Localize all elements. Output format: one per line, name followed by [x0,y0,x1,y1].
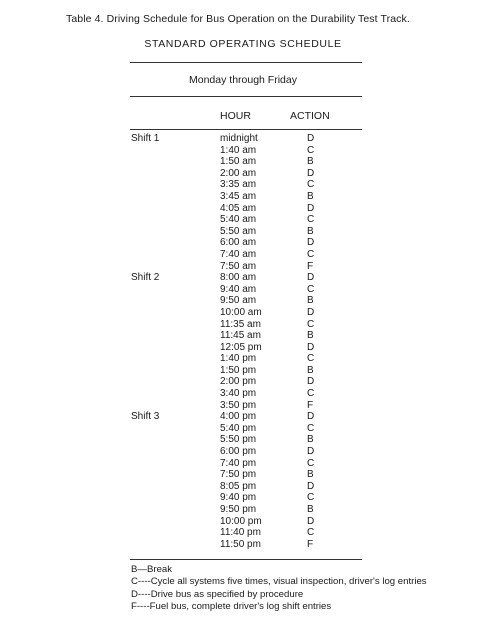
action-cell: C [307,353,315,365]
action-cell: B [307,295,314,307]
action-cell: B [307,434,314,446]
table-row [0,203,486,215]
hour-cell: 10:00 pm [220,515,262,527]
hour-cell: 2:00 pm [220,376,257,388]
action-cell: C [307,144,315,156]
action-cell: F [307,260,314,272]
action-cell: B [307,504,314,515]
action-cell: C [307,283,315,295]
action-cell: C [307,457,315,469]
table-row [0,330,486,342]
action-cell: C [307,388,315,400]
action-cell: C [307,248,315,260]
action-cell: D [307,341,315,353]
action-cell: D [307,167,315,179]
hour-cell: 9:40 am [220,283,257,295]
action-cell: F [307,399,314,411]
hour-cell: 12:05 pm [220,341,262,353]
legend-item: F----Fuel bus, complete driver's log shift entries [131,601,332,613]
rule-under-headers [130,129,362,130]
action-cell: B [307,190,314,202]
hour-cell: 3:45 am [220,190,257,202]
rule-under-days [130,96,362,97]
hour-cell: 9:50 am [220,295,257,307]
table-row [0,516,486,528]
action-cell: D [307,272,315,284]
hour-cell: 5:40 pm [220,422,257,434]
table-title: Table 4. Driving Schedule for Bus Operation on the Durability Test Track. [66,13,410,25]
table-row [0,388,486,400]
table-row [0,492,486,504]
hour-cell: 7:50 am [220,260,257,272]
table-row [0,272,486,284]
table-row [0,295,486,307]
table-row [0,423,486,435]
schedule-table [0,133,486,550]
action-cell: C [307,492,315,504]
action-cell: D [307,133,315,144]
column-header-action: ACTION [290,110,330,122]
hour-cell: 2:00 am [220,167,257,179]
table-row [0,458,486,470]
hour-cell: 6:00 pm [220,446,257,458]
table-row [0,156,486,168]
hour-cell: 1:40 pm [220,353,257,365]
hour-cell: 5:50 pm [220,434,257,446]
hour-cell: 4:05 am [220,202,257,214]
hour-cell: 1:50 am [220,156,257,168]
table-row [0,376,486,388]
hour-cell: 8:05 pm [220,480,257,492]
hour-cell: midnight [220,133,258,144]
action-cell: B [307,469,314,481]
legend-item: B—Break [131,564,173,575]
hour-cell: 4:00 pm [220,411,257,423]
shift-label: Shift 1 [131,133,160,144]
table-row [0,539,486,551]
action-cell: D [307,515,315,527]
hour-cell: 3:50 pm [220,399,257,411]
action-cell: D [307,411,315,423]
table-row [0,469,486,481]
table-row [0,168,486,180]
hour-cell: 5:50 am [220,225,257,237]
hour-cell: 1:40 am [220,144,257,156]
action-cell: D [307,202,315,214]
action-cell: C [307,527,315,539]
table-row [0,133,486,145]
hour-cell: 11:45 am [220,330,261,342]
table-row [0,504,486,516]
action-cell: D [307,376,315,388]
action-cell: D [307,306,315,318]
shift-label: Shift 3 [131,411,160,423]
hour-cell: 9:50 pm [220,504,257,515]
schedule-subtitle: STANDARD OPERATING SCHEDULE [144,38,342,50]
hour-cell: 3:35 am [220,179,257,191]
column-header-hour: HOUR [220,110,251,122]
table-row [0,226,486,238]
shift-label: Shift 2 [131,272,160,284]
hour-cell: 11:50 pm [220,538,261,550]
hour-cell: 7:40 pm [220,457,257,469]
action-cell: B [307,156,314,168]
action-cell: D [307,446,315,458]
action-cell: C [307,422,315,434]
hour-cell: 3:40 pm [220,388,257,400]
action-cell: D [307,237,315,249]
action-cell: C [307,318,315,330]
hour-cell: 9:40 pm [220,492,257,504]
hour-cell: 11:40 pm [220,527,261,539]
hour-cell: 5:40 am [220,214,257,226]
rule-top [130,62,362,63]
legend-item: C----Cycle all systems five times, visual inspection, driver's log entries [131,576,427,588]
table-row [0,307,486,319]
table-row [0,365,486,377]
table-row [0,319,486,331]
table-row [0,284,486,296]
table-row [0,411,486,423]
action-cell: C [307,214,315,226]
table-row [0,145,486,157]
table-row [0,527,486,539]
hour-cell: 1:50 pm [220,364,257,376]
table-row [0,434,486,446]
hour-cell: 6:00 am [220,237,257,249]
hour-cell: 7:50 pm [220,469,257,481]
legend [131,564,427,614]
table-row [0,353,486,365]
legend-item: D----Drive bus as specified by procedure [131,588,304,600]
action-cell: D [307,480,315,492]
table-row [0,400,486,412]
table-row [0,446,486,458]
table-row [0,179,486,191]
action-cell: C [307,179,315,191]
hour-cell: 7:40 am [220,248,257,260]
action-cell: B [307,330,314,342]
hour-cell: 11:35 am [220,318,261,330]
table-row [0,261,486,273]
hour-cell: 10:00 am [220,306,262,318]
table-row [0,214,486,226]
action-cell: F [307,538,314,550]
rule-bottom [130,559,362,560]
table-row [0,249,486,261]
hour-cell: 8:00 am [220,272,257,284]
action-cell: B [307,364,314,376]
action-cell: B [307,225,314,237]
table-row [0,237,486,249]
table-row [0,191,486,203]
table-row [0,481,486,493]
days-label: Monday through Friday [189,74,297,86]
table-row [0,342,486,354]
